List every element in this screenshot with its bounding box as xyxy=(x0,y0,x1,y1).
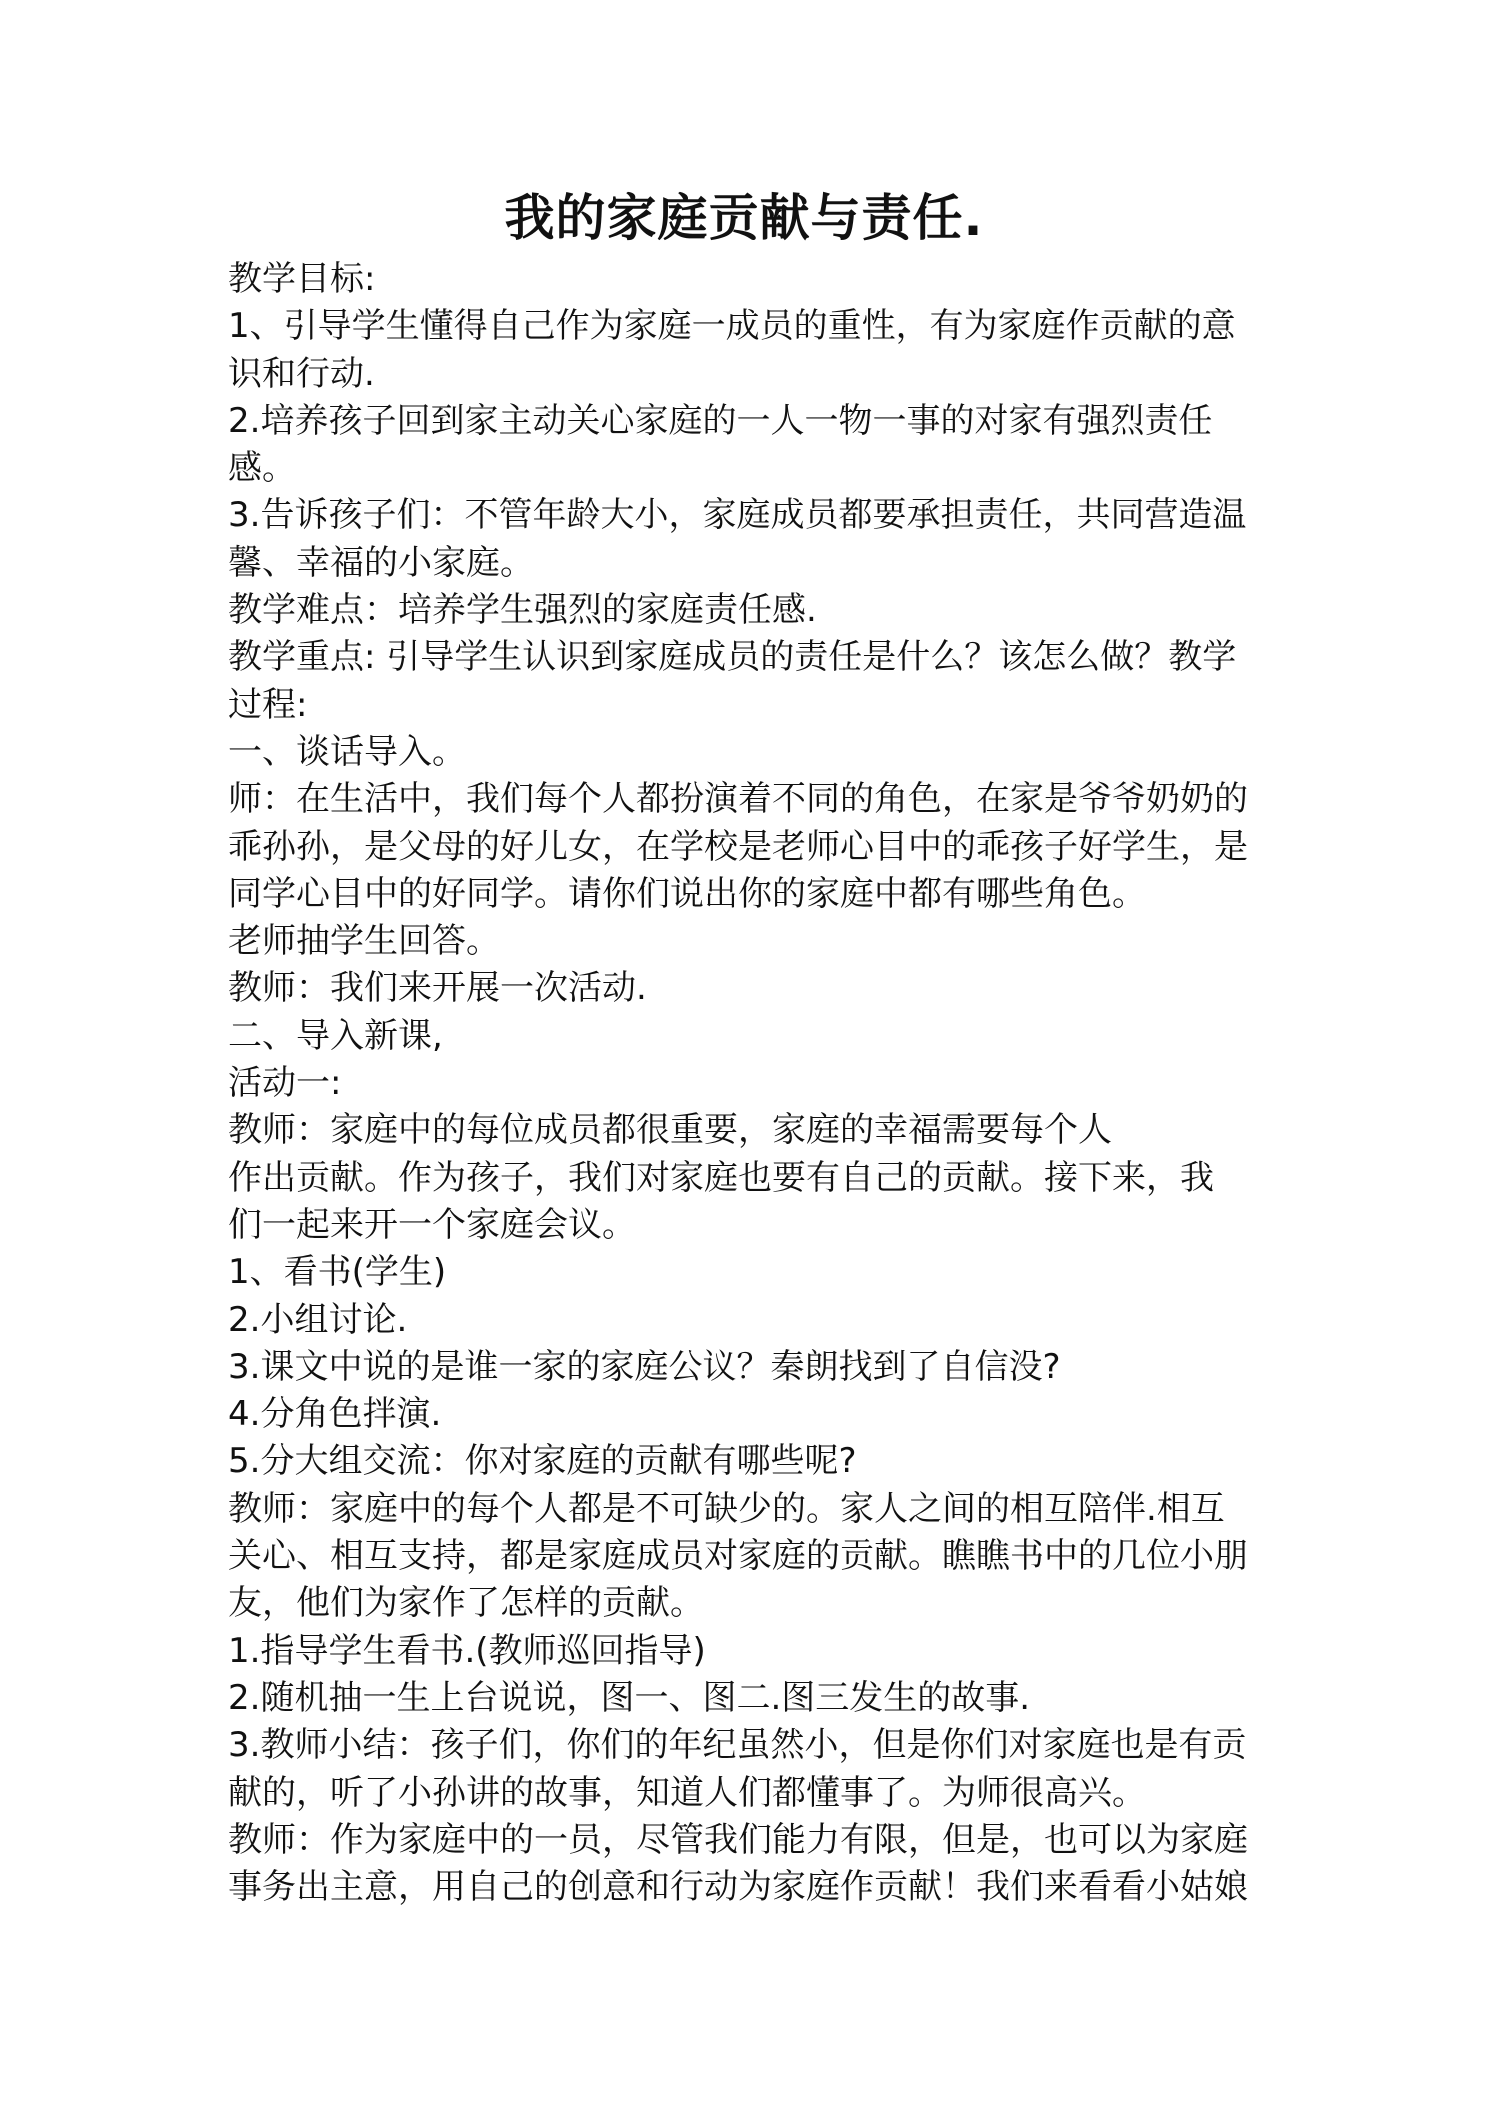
text-line: 师：在生活中，我们每个人都扮演着不同的角色，在家是爷爷奶奶的 xyxy=(228,779,1248,820)
text-line: 4.分角色拌演. xyxy=(228,1394,442,1435)
text-line: 馨、幸福的小家庭。 xyxy=(228,542,534,583)
text-line: 1、引导学生懂得自己作为家庭一成员的重性，有为家庭作贡献的意 xyxy=(228,306,1236,347)
text-line: 关心、相互支持，都是家庭成员对家庭的贡献。瞧瞧书中的几位小朋 xyxy=(228,1536,1248,1577)
text-line: 识和行动. xyxy=(228,353,375,394)
text-line: 3.教师小结：孩子们，你们的年纪虽然小，但是你们对家庭也是有贡 xyxy=(228,1725,1247,1766)
text-line: 一、谈话导入。 xyxy=(228,731,466,772)
text-line: 3.告诉孩子们：不管年龄大小，家庭成员都要承担责任，共同营造温 xyxy=(228,495,1247,536)
document-title: 我的家庭贡献与责任. xyxy=(504,189,984,247)
text-line: 2.小组讨论. xyxy=(228,1299,408,1340)
text-line: 们一起来开一个家庭会议。 xyxy=(228,1204,636,1245)
text-line: 教师：作为家庭中的一员，尽管我们能力有限，但是，也可以为家庭 xyxy=(228,1819,1248,1860)
text-line: 乖孙孙，是父母的好儿女，在学校是老师心目中的乖孩子好学生，是 xyxy=(228,826,1248,867)
text-line: 过程: xyxy=(228,684,308,725)
text-line: 1.指导学生看书.(教师巡回指导) xyxy=(228,1630,706,1671)
text-line: 教学重点: 引导学生认识到家庭成员的责任是什么？该怎么做？教学 xyxy=(228,637,1237,678)
text-line: 事务出主意，用自己的创意和行动为家庭作贡献！我们来看看小姑娘 xyxy=(228,1867,1248,1908)
text-line: 1、看书(学生) xyxy=(228,1252,447,1293)
text-line: 献的，听了小孙讲的故事，知道人们都懂事了。为师很高兴。 xyxy=(228,1772,1146,1813)
text-line: 同学心目中的好同学。请你们说出你的家庭中都有哪些角色。 xyxy=(228,873,1146,914)
text-line: 友，他们为家作了怎样的贡献。 xyxy=(228,1583,704,1624)
text-line: 感。 xyxy=(228,448,296,489)
text-line: 2.随机抽一生上台说说，图一、图二.图三发生的故事. xyxy=(228,1677,1031,1718)
text-line: 教师：家庭中的每位成员都很重要，家庭的幸福需要每个人 xyxy=(228,1110,1112,1151)
text-line: 作出贡献。作为孩子，我们对家庭也要有自己的贡献。接下来，我 xyxy=(228,1157,1214,1198)
text-line: 活动一: xyxy=(228,1063,342,1104)
text-line: 2.培养孩子回到家主动关心家庭的一人一物一事的对家有强烈责任 xyxy=(228,400,1213,441)
text-line: 教师：我们来开展一次活动. xyxy=(228,968,647,1009)
text-line: 3.课文中说的是谁一家的家庭公议？秦朗找到了自信没? xyxy=(228,1346,1061,1387)
text-line: 老师抽学生回答。 xyxy=(228,921,500,962)
text-line: 二、导入新课, xyxy=(228,1015,443,1056)
text-line: 5.分大组交流：你对家庭的贡献有哪些呢? xyxy=(228,1441,857,1482)
text-line: 教学目标: xyxy=(228,259,376,299)
document-body xyxy=(228,256,1268,1911)
text-line: 教学难点：培养学生强烈的家庭责任感. xyxy=(228,590,817,631)
text-line: 教师：家庭中的每个人都是不可缺少的。家人之间的相互陪伴.相互 xyxy=(228,1488,1225,1529)
